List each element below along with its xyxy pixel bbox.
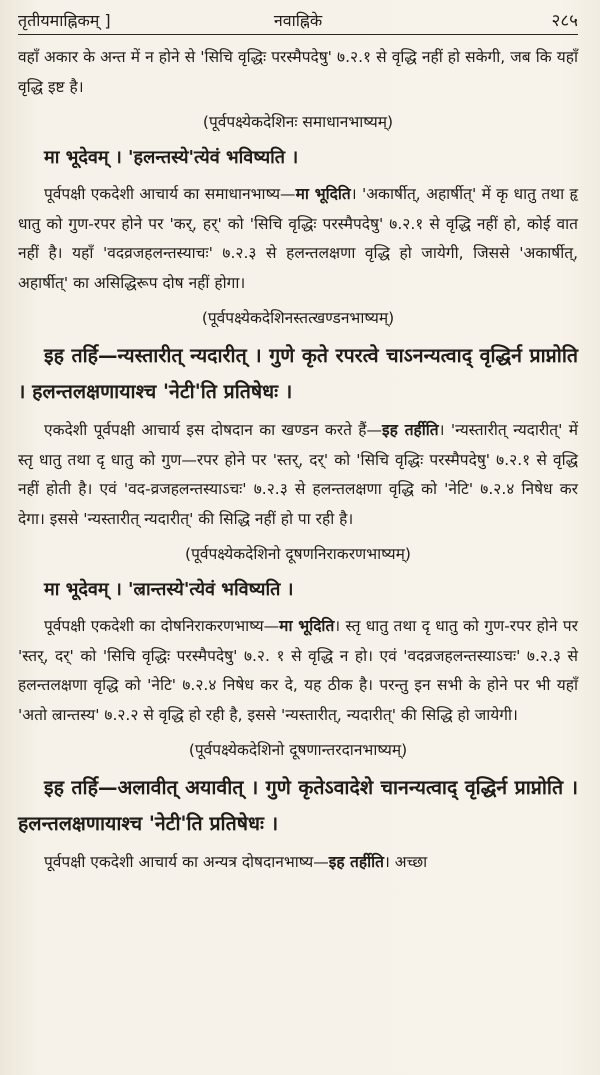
paragraph-4-keyword: मा भूदिति [279, 617, 335, 635]
paragraph-5 [18, 848, 578, 878]
paragraph-2-intro: पूर्वपक्षी एकदेशी आचार्य का समाधानभाष्य— [44, 185, 296, 203]
paragraph-3-keyword: इह तर्हीति [382, 421, 439, 439]
bhashya-text-1: मा भूदेवम् । 'हलन्तस्ये'त्येवं भविष्यति । [44, 147, 299, 168]
section-heading-4: (पूर्वपक्ष्येकदेशिनो दूषणान्तरदानभाष्यम्) [188, 741, 408, 759]
paragraph-5-intro: पूर्वपक्षी एकदेशी आचार्य का अन्यत्र दोषदानभाष्य— [44, 853, 329, 871]
bhashya-text-4 [18, 770, 578, 842]
paragraph-2-body: । 'अकार्षीत्, अहार्षीत्' में कृ धातु तथा हृ धातु को गुण-रपर होने पर 'कर्, हर्' को 'सिचि वृद्धिः परस्मैपदेषु' ७.२.१ से वृद्धि नहीं हो, कोई वात नहीं है। यहाँ 'वदव्रजहलन्तस्याचः' ७.२.३ से हलन्तलक्षणा वृद्धि हो जायेगी, जिससे 'अकार्षीत्, अहार्षीत्' का असिद्धिरूप दोष नहीं होगा। [18, 185, 578, 292]
paragraph-2 [18, 180, 578, 298]
section-heading-3: (पूर्वपक्ष्येकदेशिनो दूषणनिराकरणभाष्यम्) [185, 545, 411, 563]
paragraph-5-body: । अच्छा [383, 853, 428, 871]
paragraph-5-keyword: इह तर्हीति [328, 853, 384, 871]
running-header [18, 10, 578, 35]
header-chapter: तृतीयमाह्निकम् ] [18, 11, 111, 30]
bhashya-text-3: मा भूदेवम् । 'ल्रान्तस्ये'त्येवं भविष्यति । [44, 579, 294, 600]
paragraph-4 [18, 612, 578, 730]
paragraph-1: वहाँ अकार के अन्त में न होने से 'सिचि वृद्धिः परस्मैपदेषु' ७.२.१ से वृद्धि नहीं हो सकेगी, जब कि यहाँ वृद्धि इष्ट है। [18, 48, 578, 96]
bhashya-text-4-content: इह तर्हि—अलावीत् अयावीत् । गुणे कृतेऽवादेशे चानन्यत्वाद् वृद्धिर्न प्राप्नोति । हलन्तलक्षणायाश्च 'नेटी'ति प्रतिषेधः । [18, 776, 578, 835]
bhashya-text-2 [18, 338, 578, 410]
paragraph-4-body: । स्तृ धातु तथा दृ धातु को गुण-रपर होने पर 'स्तर्, दर्' को 'सिचि वृद्धिः परस्मैपदेषु' ७.२. १ से वृद्धि न हो। एवं 'वदव्रजहलन्तस्याऽचः' ७.२.३ से हलन्तलक्षणा वृद्धि को 'नेटि' ७.२.४ निषेध कर दे, यह ठीक है। परन्तु इन सभी के होने पर भी यहाँ 'अतो ल्रान्तस्य' ७.२.२ से वृद्धि हो रही है, इससे 'न्यस्तारीत्, न्यदारीत्' की सिद्धि हो जायेगी। [18, 617, 579, 724]
paragraph-3-body: । 'न्यस्तारीत् न्यदारीत्' में स्तृ धातु तथा दृ धातु को गुण—रपर होने पर 'स्तर्, दर्' को 'सिचि वृद्धिः परस्मैपदेषु' ७.२.१ से वृद्धि नहीं होती है। एवं 'वद-व्रजहलन्तस्याऽचः' ७.२.३ से हलन्तलक्षणा वृद्धि को 'नेटि' ७.२.४ निषेध कर देगा। इससे 'न्यस्तारीत् न्यदारीत्' की सिद्धि नहीं हो पा रही है। [18, 421, 579, 528]
section-heading-1: (पूर्वपक्ष्येकदेशिनः समाधानभाष्यम्) [202, 113, 394, 131]
header-title: नवाह्निके [273, 11, 323, 30]
paragraph-3 [18, 416, 578, 534]
page-number: २८५ [551, 11, 579, 31]
bhashya-text-2-content: इह तर्हि—न्यस्तारीत् न्यदारीत् । गुणे कृते रपरत्वे चाऽनन्यत्वाद् वृद्धिर्न प्राप्नोति । हलन्तलक्षणायाश्च 'नेटी'ति प्रतिषेधः । [18, 344, 578, 403]
paragraph-4-intro: पूर्वपक्षी एकदेशी का दोषनिराकरणभाष्य— [44, 617, 280, 635]
paragraph-2-keyword: मा भूदिति [295, 185, 351, 203]
paragraph-3-intro: एकदेशी पूर्वपक्षी आचार्य इस दोषदान का खण्डन करते हैं— [44, 421, 383, 439]
section-heading-2: (पूर्वपक्ष्येकदेशिनस्तत्खण्डनभाष्यम्) [201, 309, 395, 327]
